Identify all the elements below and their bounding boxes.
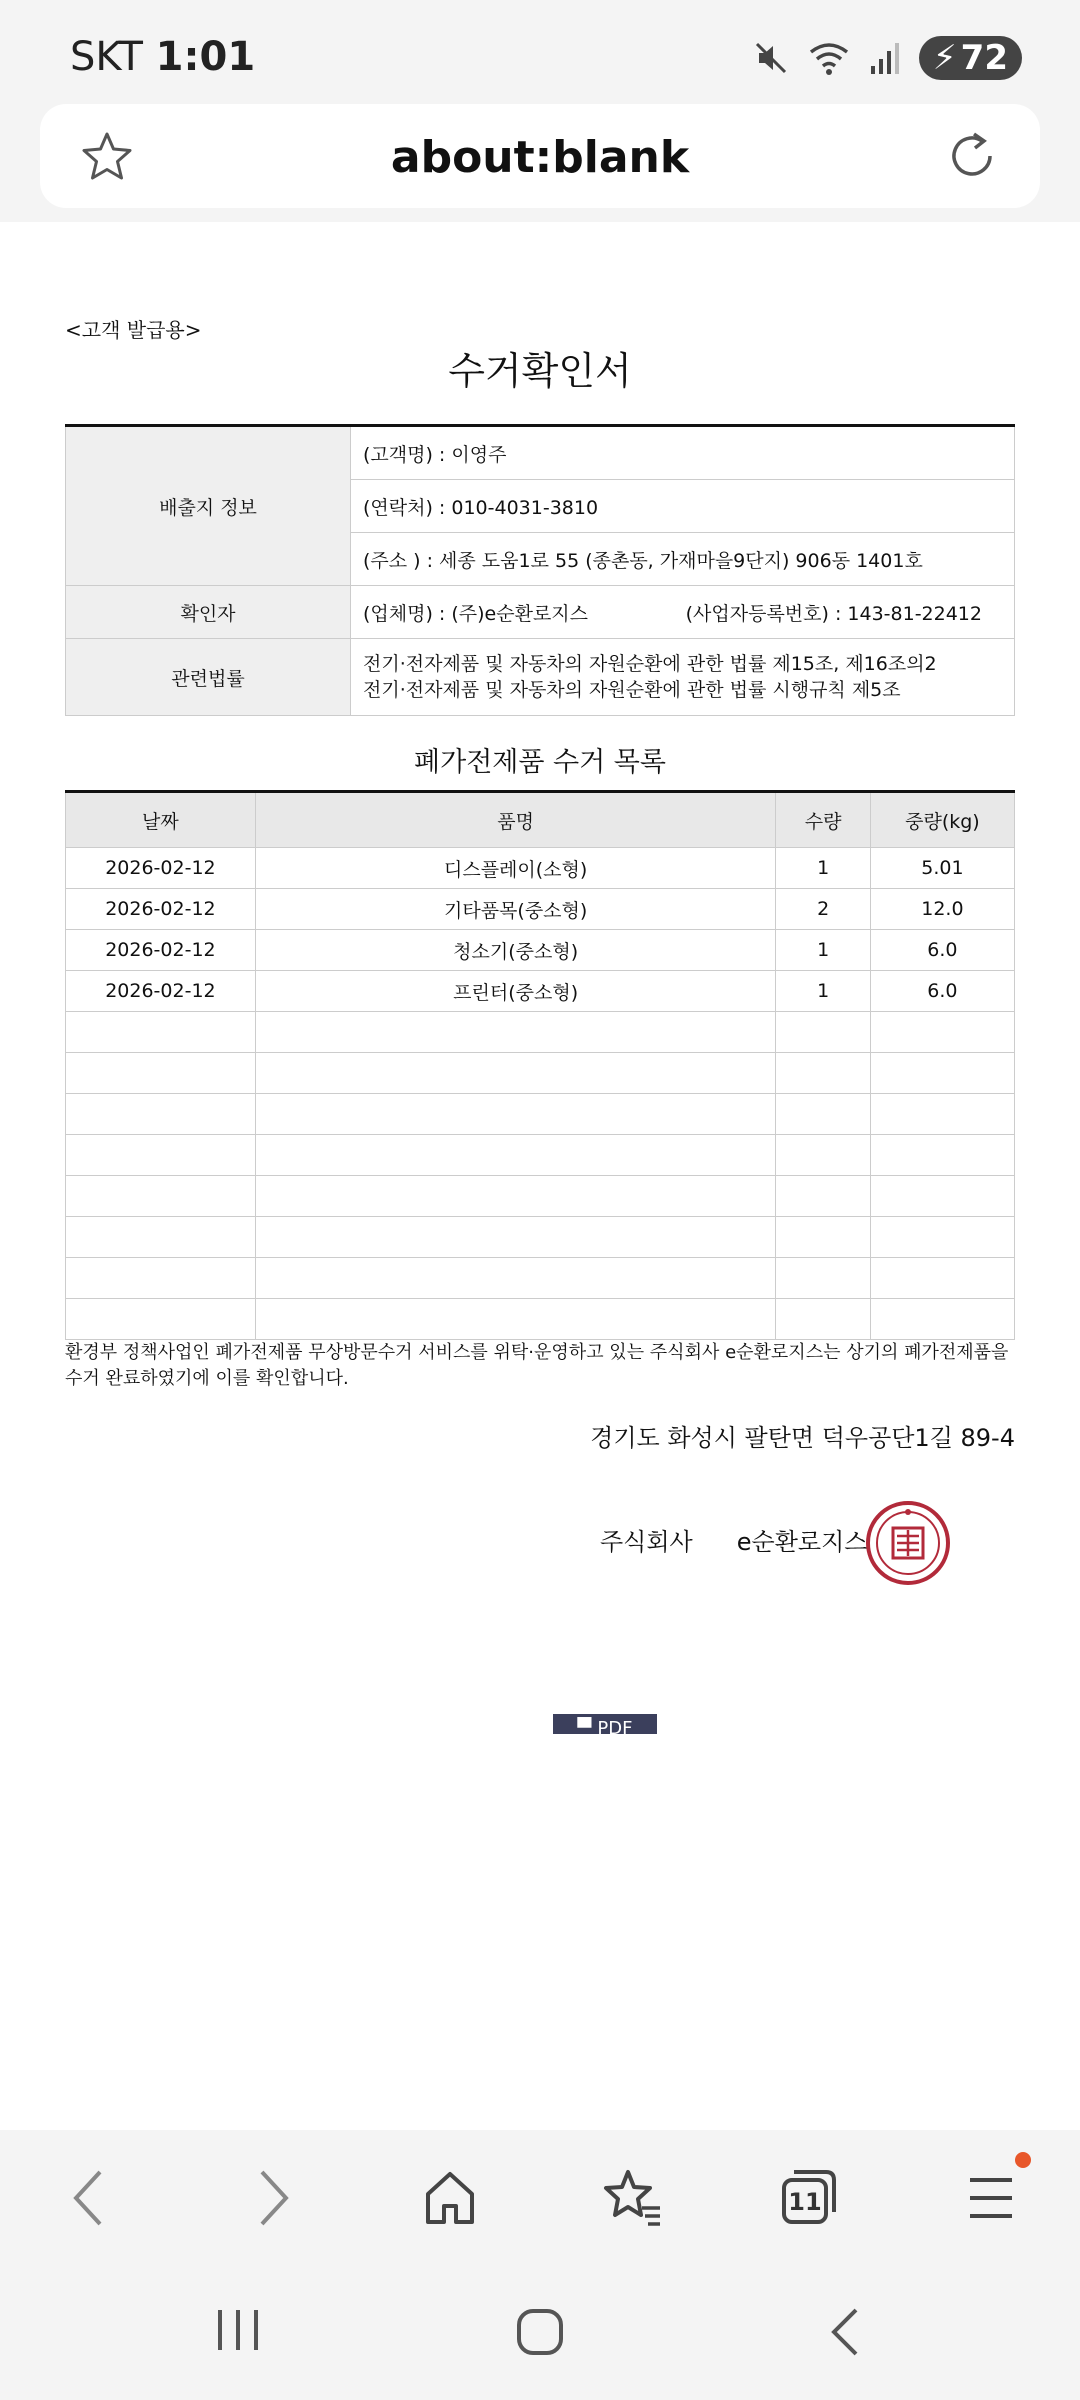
cell-item: 청소기(중소형) <box>255 930 776 971</box>
cell-qty <box>776 1299 870 1340</box>
cell-item: 디스플레이(소형) <box>255 848 776 889</box>
system-back-icon[interactable] <box>826 2308 862 2356</box>
tab-count: 11 <box>788 2188 822 2216</box>
list-title: 폐가전제품 수거 목록 <box>414 747 666 778</box>
printer-icon: ▀ <box>577 1718 592 1734</box>
cell-qty <box>776 1094 870 1135</box>
company-address: 경기도 화성시 팔탄면 덕우공단1길 89-4 <box>590 1424 1015 1452</box>
company-name-sign: e순환로지스 <box>736 1528 868 1556</box>
bookmarks-icon[interactable] <box>600 2168 664 2228</box>
law-line-1: 전기·전자제품 및 자동차의 자원순환에 관한 법률 제15조, 제16조의2 <box>363 653 937 675</box>
table-row <box>66 1258 1015 1299</box>
col-date: 날짜 <box>66 792 256 848</box>
carrier-label: SKT <box>70 34 143 80</box>
battery-indicator <box>919 36 1022 80</box>
cell-qty: 1 <box>776 930 870 971</box>
table-row <box>66 1299 1015 1340</box>
cell-item <box>255 1053 776 1094</box>
cell-date: 2026-02-12 <box>66 971 256 1012</box>
company-signature <box>600 1522 867 1557</box>
confirmer-label: 확인자 <box>66 586 351 639</box>
table-row <box>66 930 1015 971</box>
cell-item: 기타품목(중소형) <box>255 889 776 930</box>
cell-weight: 6.0 <box>870 971 1014 1012</box>
mute-icon <box>753 40 789 76</box>
cell-item <box>255 1217 776 1258</box>
cell-qty <box>776 1135 870 1176</box>
cell-weight: 12.0 <box>870 889 1014 930</box>
col-weight: 중량(kg) <box>870 792 1014 848</box>
clock: 1:01 <box>155 34 256 80</box>
cell-qty <box>776 1258 870 1299</box>
cell-weight <box>870 1012 1014 1053</box>
cell-item <box>255 1094 776 1135</box>
cell-date <box>66 1135 256 1176</box>
table-row <box>66 1176 1015 1217</box>
cell-weight <box>870 1217 1014 1258</box>
cell-qty: 1 <box>776 848 870 889</box>
issue-label: <고객 발급용> <box>65 318 202 342</box>
table-row <box>66 1012 1015 1053</box>
cell-date <box>66 1299 256 1340</box>
cell-qty: 1 <box>776 971 870 1012</box>
cell-weight <box>870 1094 1014 1135</box>
status-icons <box>753 36 1022 80</box>
table-row <box>66 1053 1015 1094</box>
cell-date: 2026-02-12 <box>66 848 256 889</box>
customer-contact: (연락처) : 010-4031-3810 <box>351 480 1015 533</box>
recent-apps-icon[interactable] <box>214 2308 262 2352</box>
reload-icon[interactable] <box>942 126 1002 186</box>
table-row <box>66 1094 1015 1135</box>
cell-item <box>255 1299 776 1340</box>
wifi-icon <box>807 40 851 76</box>
law-line-2: 전기·전자제품 및 자동차의 자원순환에 관한 법률 시행규칙 제5조 <box>363 679 901 701</box>
business-number: (사업자등록번호) : 143-81-22412 <box>685 602 982 625</box>
collection-list-table <box>65 790 1015 1340</box>
pdf-button-label: PDF <box>597 1718 633 1734</box>
system-navigation-bar <box>0 2260 1080 2400</box>
cell-date <box>66 1094 256 1135</box>
cell-date <box>66 1176 256 1217</box>
info-table <box>65 424 1015 716</box>
back-icon[interactable] <box>64 2168 114 2228</box>
cell-item: 프린터(중소형) <box>255 971 776 1012</box>
cell-item <box>255 1258 776 1299</box>
system-home-icon[interactable] <box>516 2308 564 2356</box>
cell-weight: 6.0 <box>870 930 1014 971</box>
list-body <box>66 848 1015 1340</box>
cell-qty <box>776 1012 870 1053</box>
confirmer-info <box>351 586 1015 639</box>
cell-item <box>255 1135 776 1176</box>
company-seal-icon <box>865 1500 951 1586</box>
pdf-button[interactable] <box>553 1714 657 1734</box>
customer-address: (주소 ) : 세종 도움1로 55 (종촌동, 가재마을9단지) 906동 1401호 <box>351 533 1015 586</box>
law-text <box>351 639 1015 716</box>
cell-weight <box>870 1053 1014 1094</box>
col-qty: 수량 <box>776 792 870 848</box>
page-url-title[interactable]: about:blank <box>390 132 690 183</box>
table-row <box>66 971 1015 1012</box>
forward-icon[interactable] <box>248 2168 298 2228</box>
notification-dot <box>1015 2152 1031 2168</box>
signal-icon <box>869 40 901 76</box>
browser-toolbar <box>0 2130 1080 2260</box>
table-row <box>66 1217 1015 1258</box>
cell-qty <box>776 1217 870 1258</box>
table-row <box>66 1135 1015 1176</box>
cell-qty: 2 <box>776 889 870 930</box>
charging-icon: ⚡ <box>932 38 957 78</box>
status-bar <box>0 0 1080 100</box>
cell-date: 2026-02-12 <box>66 930 256 971</box>
law-label: 관련법률 <box>66 639 351 716</box>
table-row <box>66 889 1015 930</box>
cell-date <box>66 1053 256 1094</box>
col-item: 품명 <box>255 792 776 848</box>
carrier-time <box>70 34 255 80</box>
document-title: 수거확인서 <box>448 349 632 393</box>
cell-weight <box>870 1299 1014 1340</box>
cell-weight: 5.01 <box>870 848 1014 889</box>
cell-date <box>66 1258 256 1299</box>
home-icon[interactable] <box>420 2168 480 2228</box>
web-page <box>0 222 1080 2130</box>
menu-icon[interactable] <box>966 2168 1016 2228</box>
cell-item <box>255 1012 776 1053</box>
cell-weight <box>870 1176 1014 1217</box>
confirmation-notice: 환경부 정책사업인 폐가전제품 무상방문수거 서비스를 위탁·운영하고 있는 주식회사 e순환로지스는 상기의 폐가전제품을 수거 완료하였기에 이를 확인합니다. <box>65 1342 1009 1389</box>
cell-date <box>66 1012 256 1053</box>
cell-date <box>66 1217 256 1258</box>
cell-item <box>255 1176 776 1217</box>
company-type: 주식회사 <box>600 1528 693 1556</box>
tabs-button[interactable] <box>780 2168 838 2226</box>
cell-weight <box>870 1135 1014 1176</box>
customer-name: (고객명) : 이영주 <box>351 426 1015 480</box>
cell-qty <box>776 1053 870 1094</box>
cell-weight <box>870 1258 1014 1299</box>
table-row <box>66 848 1015 889</box>
company-name: (업체명) : (주)e순환로지스 <box>363 602 589 625</box>
battery-level: 72 <box>960 38 1008 78</box>
address-bar[interactable] <box>40 104 1040 208</box>
discharge-info-label: 배출지 정보 <box>66 426 351 586</box>
cell-qty <box>776 1176 870 1217</box>
cell-date: 2026-02-12 <box>66 889 256 930</box>
